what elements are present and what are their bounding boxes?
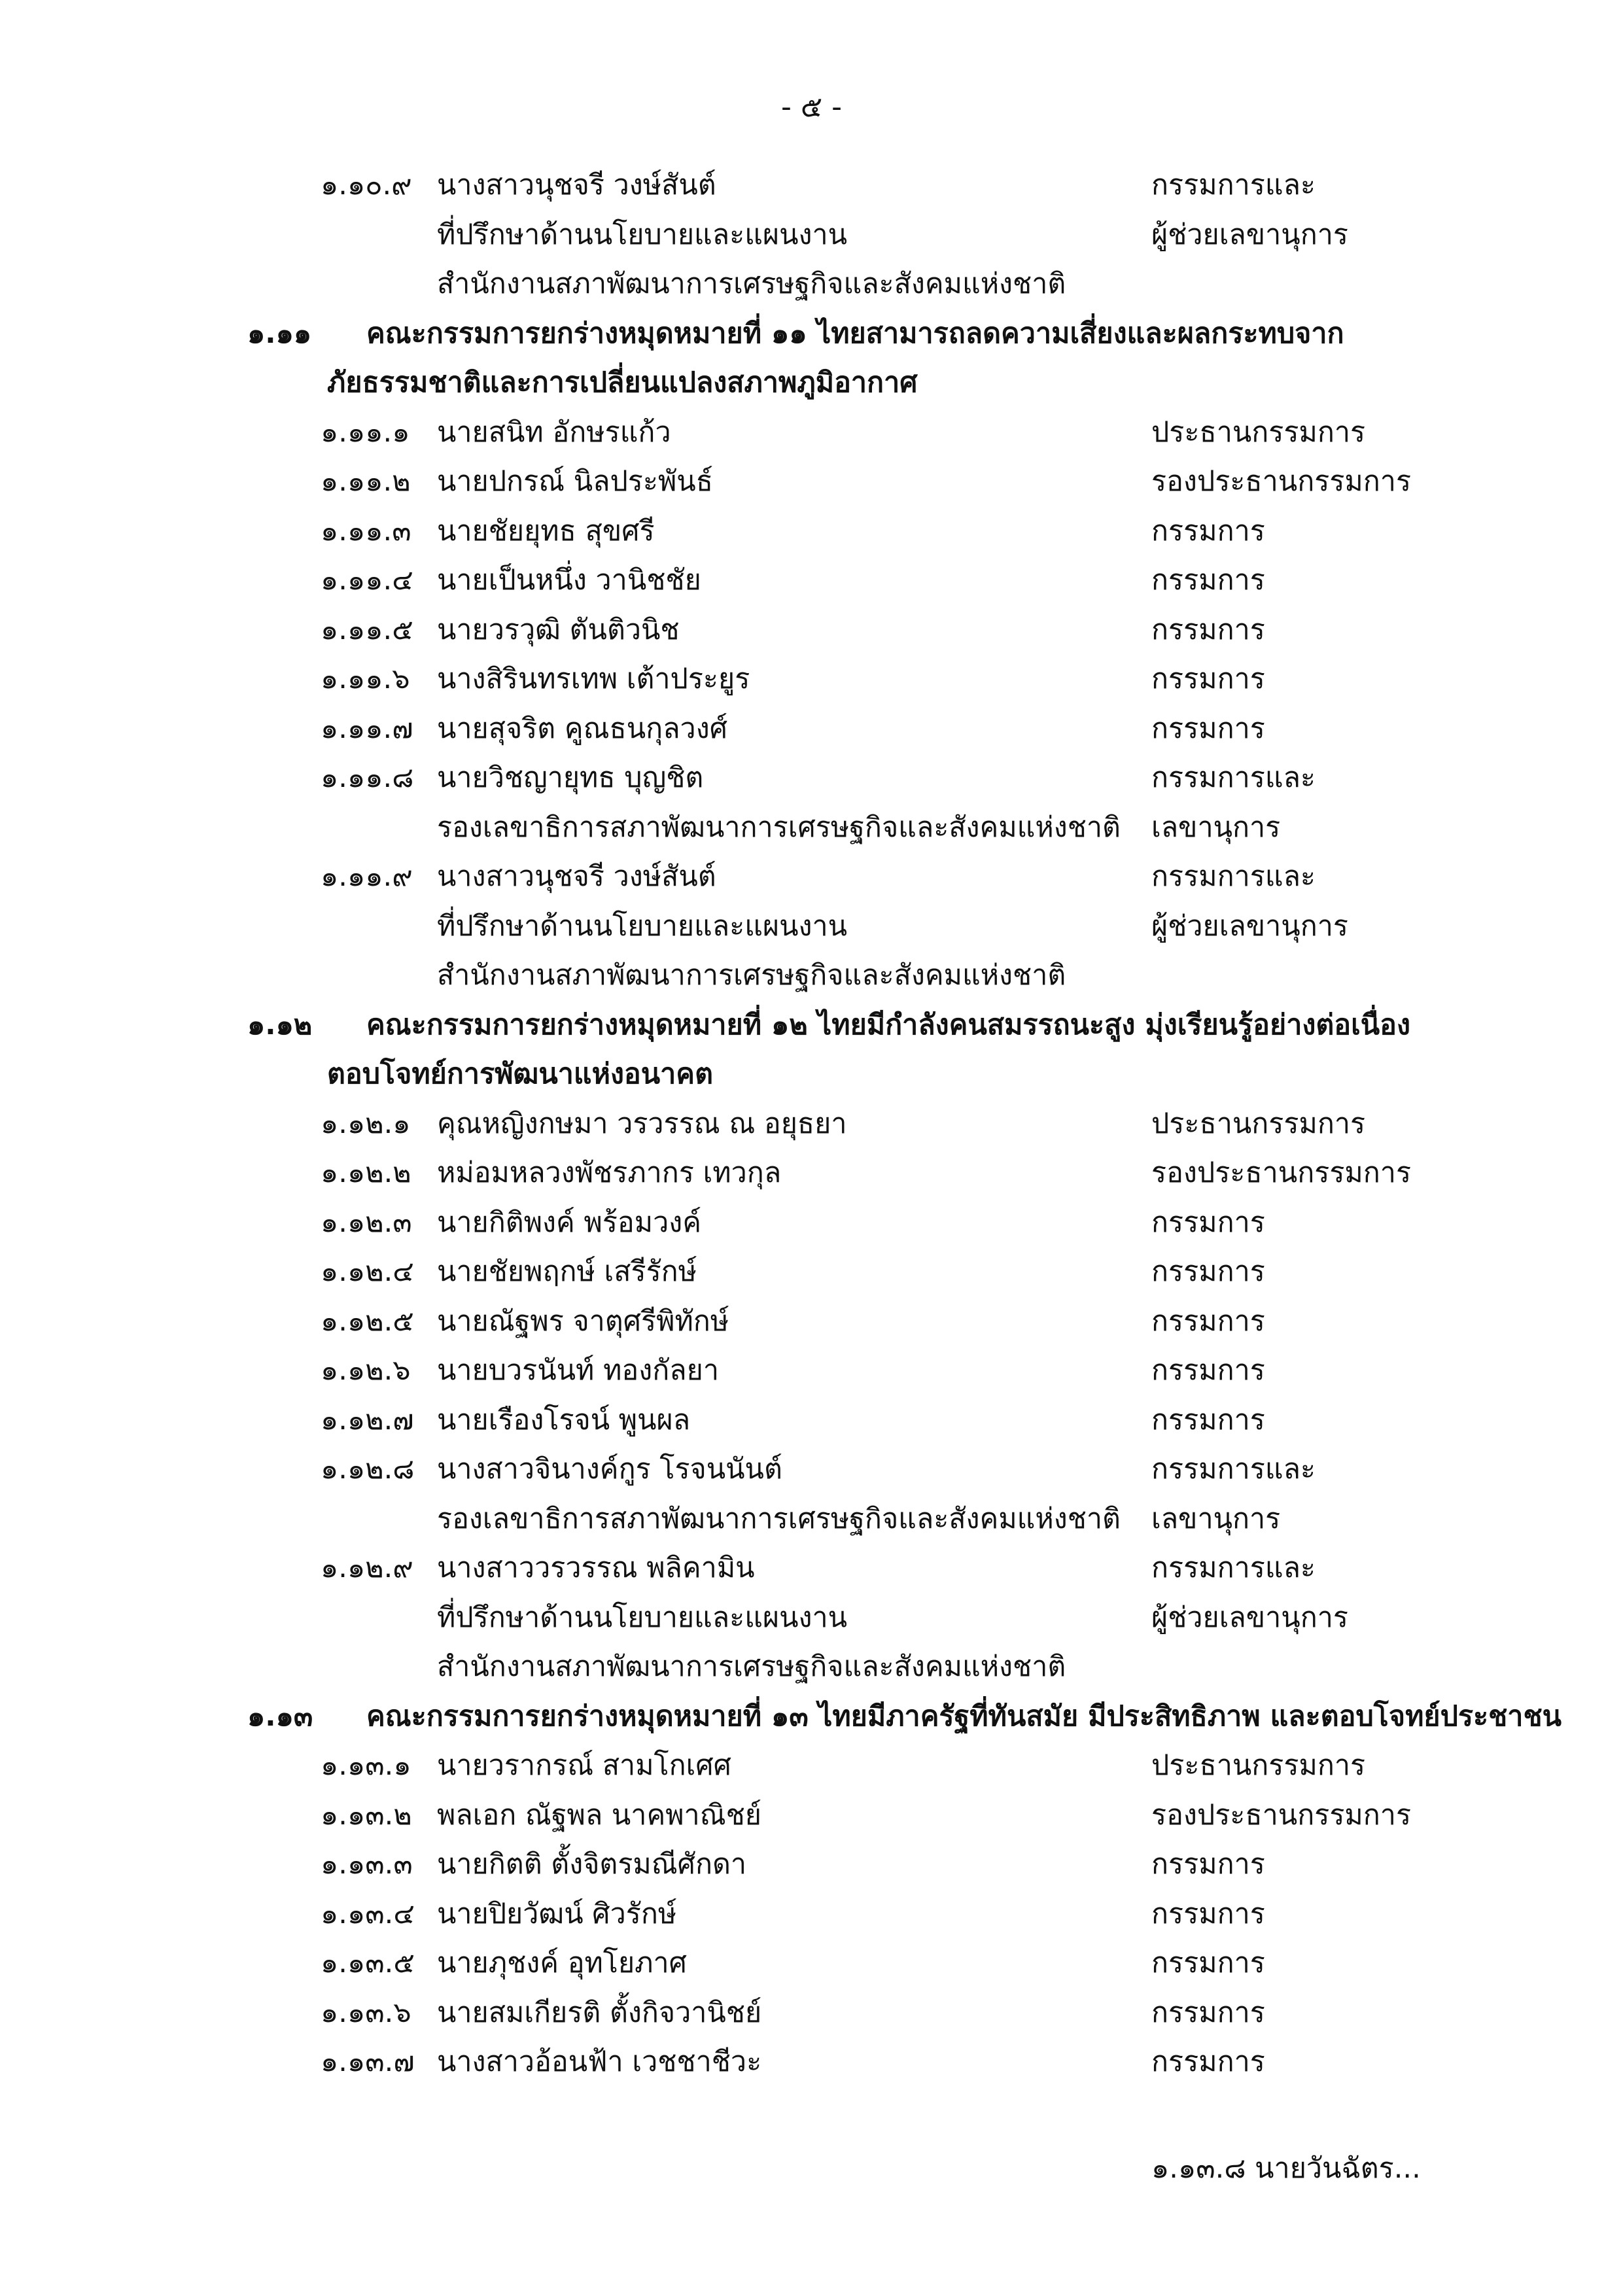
item-number: ๑.๑๓.๕ [321, 1947, 415, 1979]
member-name: คุณหญิงกษมา วรวรรณ ณ อยุธยา [437, 1107, 847, 1140]
member-name: นายเรืองโรจน์ พูนผล [437, 1404, 691, 1436]
committee-heading [0, 1000, 1623, 1050]
item-number: ๑.๑๒.๖ [321, 1354, 411, 1387]
item-number: ๑.๑๒.๔ [321, 1255, 414, 1288]
member-row [0, 704, 1623, 754]
item-number: ๑.๑๑.๓ [321, 515, 411, 548]
member-row [0, 457, 1623, 506]
member-role: กรรมการและ [1151, 860, 1316, 893]
member-position: รองเลขาธิการสภาพัฒนาการเศรษฐกิจและสังคมแห่งชาติ [437, 811, 1121, 844]
member-role: ประธานกรรมการ [1151, 416, 1366, 449]
member-role: รองประธานกรรมการ [1151, 465, 1412, 498]
member-row [0, 1099, 1623, 1149]
member-detail-row [0, 1642, 1623, 1692]
member-role: กรรมการ [1151, 712, 1265, 745]
member-name: นายณัฐพร จาตุศรีพิทักษ์ [437, 1305, 729, 1338]
member-row [0, 1198, 1623, 1247]
member-row [0, 605, 1623, 655]
member-name: นายกิตติ ตั้งจิตรมณีศักดา [437, 1848, 747, 1881]
next-page-reference: ๑.๑๓.๘ นายวันฉัตร... [1151, 2152, 1421, 2185]
member-row [0, 1346, 1623, 1395]
member-name: นางสาวอ้อนฟ้า เวชชาชีวะ [437, 2045, 762, 2078]
member-name: นายวรากรณ์ สามโกเศศ [437, 1749, 731, 1782]
member-name: นางสิรินทรเทพ เต้าประยูร [437, 663, 750, 695]
member-name: นายปกรณ์ นิลประพันธ์ [437, 465, 713, 498]
item-number: ๑.๑๓.๓ [321, 1848, 413, 1881]
member-position: สำนักงานสภาพัฒนาการเศรษฐกิจและสังคมแห่งชาติ [437, 268, 1066, 300]
item-number: ๑.๑๒.๕ [321, 1305, 414, 1338]
committee-number: ๑.๑๒ [247, 1009, 313, 1041]
member-role: รองประธานกรรมการ [1151, 1157, 1412, 1189]
member-role: กรรมการ [1151, 1354, 1265, 1387]
member-role: เลขานุการ [1151, 811, 1281, 844]
member-name: นายสุจริต คูณธนกุลวงศ์ [437, 712, 727, 745]
member-role: กรรมการ [1151, 1996, 1265, 2029]
item-number: ๑.๑๓.๔ [321, 1898, 415, 1930]
member-name: นายสนิท อักษรแก้ว [437, 416, 671, 449]
member-row [0, 1741, 1623, 1790]
committee-title: คณะกรรมการยกร่างหมุดหมายที่ ๑๒ ไทยมีกำลังคนสมรรถนะสูง มุ่งเรียนรู้อย่างต่อเนื่อง [366, 1009, 1410, 1041]
member-row [0, 1839, 1623, 1889]
committee-number: ๑.๑๓ [247, 1700, 313, 1733]
item-number: ๑.๑๑.๘ [321, 761, 414, 794]
member-role: ผู้ช่วยเลขานุการ [1151, 1601, 1348, 1634]
item-number: ๑.๑๑.๒ [321, 465, 411, 498]
member-row [0, 1988, 1623, 2038]
item-number: ๑.๑๐.๙ [321, 169, 412, 201]
member-role: ประธานกรรมการ [1151, 1107, 1366, 1140]
member-row [0, 1543, 1623, 1593]
member-role: กรรมการ [1151, 663, 1265, 695]
member-role: กรรมการ [1151, 1404, 1265, 1436]
member-role: กรรมการและ [1151, 169, 1316, 201]
member-position: สำนักงานสภาพัฒนาการเศรษฐกิจและสังคมแห่งชาติ [437, 959, 1066, 992]
member-role: กรรมการ [1151, 1305, 1265, 1338]
member-role: กรรมการ [1151, 1206, 1265, 1239]
item-number: ๑.๑๓.๗ [321, 2045, 415, 2078]
member-row [0, 753, 1623, 803]
committee-heading [0, 309, 1623, 358]
member-name: นายวิชญายุทธ บุญชิต [437, 761, 704, 794]
member-name: นายเป็นหนึ่ง วานิชชัย [437, 564, 701, 597]
member-row [0, 555, 1623, 605]
item-number: ๑.๑๑.๗ [321, 712, 413, 745]
member-role: กรรมการและ [1151, 1453, 1316, 1486]
member-role: กรรมการ [1151, 614, 1265, 646]
member-name: นางสาวนุชจรี วงษ์สันต์ [437, 860, 716, 893]
member-role: กรรมการ [1151, 1255, 1265, 1288]
member-position: ที่ปรึกษาด้านนโยบายและแผนงาน [437, 1601, 848, 1634]
member-position: ที่ปรึกษาด้านนโยบายและแผนงาน [437, 218, 848, 251]
member-position: รองเลขาธิการสภาพัฒนาการเศรษฐกิจและสังคมแห่งชาติ [437, 1503, 1121, 1535]
committee-heading-continued [0, 1049, 1623, 1099]
member-row [0, 1938, 1623, 1988]
member-detail-row [0, 803, 1623, 852]
member-name: นายสมเกียรติ ตั้งกิจวานิชย์ [437, 1996, 762, 2029]
committee-heading-continued [0, 358, 1623, 408]
member-position: ที่ปรึกษาด้านนโยบายและแผนงาน [437, 910, 848, 943]
item-number: ๑.๑๒.๓ [321, 1206, 412, 1239]
member-name: นายชัยยุทธ สุขศรี [437, 515, 655, 548]
item-number: ๑.๑๑.๖ [321, 663, 410, 695]
member-name: นางสาวจินางค์กูร โรจนนันต์ [437, 1453, 782, 1486]
member-role: เลขานุการ [1151, 1503, 1281, 1535]
member-role: ผู้ช่วยเลขานุการ [1151, 910, 1348, 943]
member-role: รองประธานกรรมการ [1151, 1799, 1412, 1832]
member-row [0, 2037, 1623, 2087]
member-detail-row [0, 1494, 1623, 1544]
committee-title: คณะกรรมการยกร่างหมุดหมายที่ ๑๑ ไทยสามารถลดความเสี่ยงและผลกระทบจาก [366, 317, 1344, 350]
member-name: หม่อมหลวงพัชรภากร เทวกุล [437, 1157, 782, 1189]
member-detail-row [0, 259, 1623, 309]
member-row [0, 160, 1623, 210]
item-number: ๑.๑๒.๗ [321, 1404, 414, 1436]
member-row [0, 1148, 1623, 1198]
member-name: นายวรวุฒิ ตันติวนิช [437, 614, 680, 646]
item-number: ๑.๑๒.๒ [321, 1157, 411, 1189]
item-number: ๑.๑๒.๘ [321, 1453, 415, 1486]
member-role: กรรมการ [1151, 515, 1265, 548]
member-name: พลเอก ณัฐพล นาคพาณิชย์ [437, 1799, 761, 1832]
committee-title-continued: ตอบโจทย์การพัฒนาแห่งอนาคต [327, 1058, 713, 1090]
member-name: นางสาวนุชจรี วงษ์สันต์ [437, 169, 716, 201]
member-role: กรรมการ [1151, 1848, 1265, 1881]
committee-heading [0, 1692, 1623, 1741]
member-row [0, 654, 1623, 704]
member-row [0, 408, 1623, 457]
member-detail-row [0, 901, 1623, 951]
member-row [0, 1790, 1623, 1840]
member-row [0, 1395, 1623, 1445]
member-row [0, 506, 1623, 556]
member-role: ประธานกรรมการ [1151, 1749, 1366, 1782]
committee-title: คณะกรรมการยกร่างหมุดหมายที่ ๑๓ ไทยมีภาครัฐที่ทันสมัย มีประสิทธิภาพ และตอบโจทย์ประชาชน [366, 1700, 1562, 1733]
member-detail-row [0, 1593, 1623, 1643]
member-role: กรรมการและ [1151, 761, 1316, 794]
member-name: นางสาววรวรรณ พลิคามิน [437, 1552, 755, 1584]
committee-number: ๑.๑๑ [247, 317, 312, 350]
member-detail-row [0, 210, 1623, 260]
item-number: ๑.๑๑.๔ [321, 564, 413, 597]
member-row [0, 1296, 1623, 1346]
member-role: กรรมการ [1151, 1898, 1265, 1930]
item-number: ๑.๑๓.๑ [321, 1749, 411, 1782]
member-role: กรรมการ [1151, 2045, 1265, 2078]
member-row [0, 852, 1623, 901]
member-name: นายบวรนันท์ ทองกัลยา [437, 1354, 719, 1387]
member-row [0, 1247, 1623, 1296]
member-detail-row [0, 950, 1623, 1000]
item-number: ๑.๑๒.๑ [321, 1107, 411, 1140]
committee-title-continued: ภัยธรรมชาติและการเปลี่ยนแปลงสภาพภูมิอากาศ [327, 366, 918, 399]
member-role: กรรมการและ [1151, 1552, 1316, 1584]
member-row [0, 1889, 1623, 1939]
member-name: นายกิติพงค์ พร้อมวงค์ [437, 1206, 701, 1239]
member-role: กรรมการ [1151, 564, 1265, 597]
member-role: กรรมการ [1151, 1947, 1265, 1979]
member-name: นายชัยพฤกษ์ เสรีรักษ์ [437, 1255, 697, 1288]
page-number: - ๕ - [780, 90, 843, 124]
item-number: ๑.๑๑.๕ [321, 614, 413, 646]
item-number: ๑.๑๓.๒ [321, 1799, 412, 1832]
member-name: นายปิยวัฒน์ ศิวรักษ์ [437, 1898, 677, 1930]
member-role: ผู้ช่วยเลขานุการ [1151, 218, 1348, 251]
item-number: ๑.๑๓.๖ [321, 1996, 411, 2029]
item-number: ๑.๑๑.๙ [321, 860, 413, 893]
member-row [0, 1444, 1623, 1494]
member-position: สำนักงานสภาพัฒนาการเศรษฐกิจและสังคมแห่งชาติ [437, 1650, 1066, 1683]
item-number: ๑.๑๑.๑ [321, 416, 410, 449]
member-name: นายภุชงค์ อุทโยภาศ [437, 1947, 687, 1979]
item-number: ๑.๑๒.๙ [321, 1552, 413, 1584]
